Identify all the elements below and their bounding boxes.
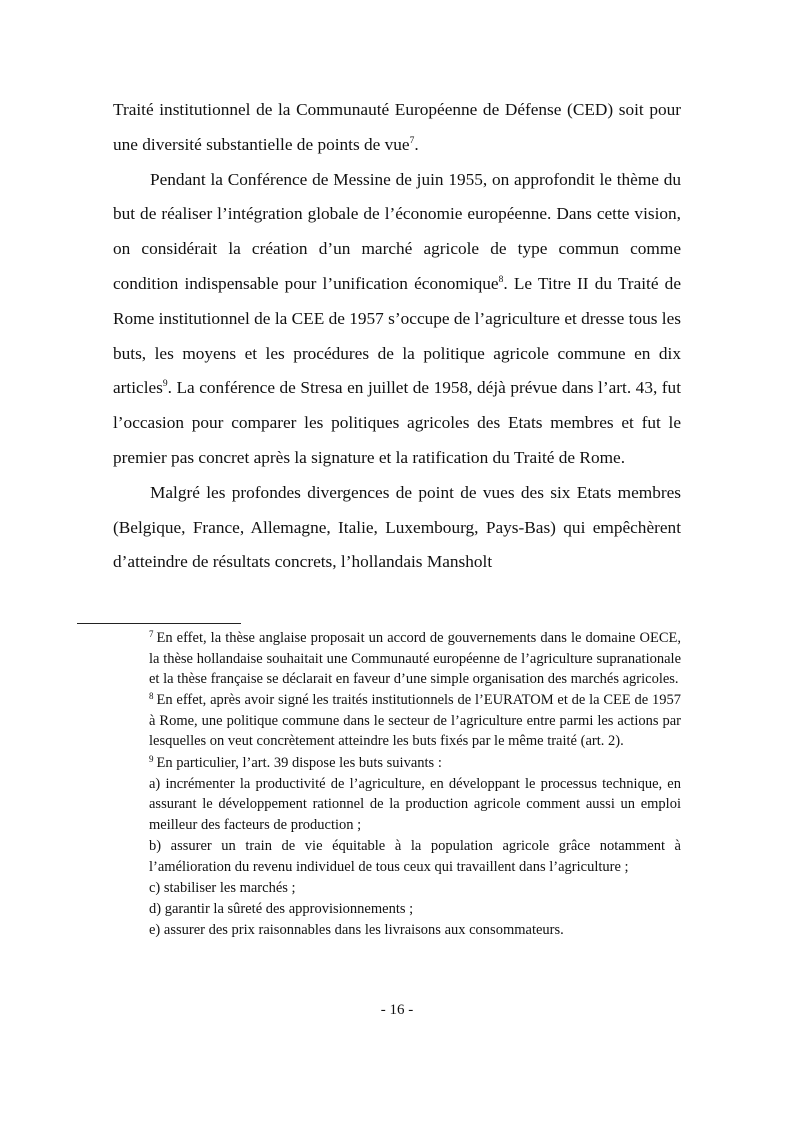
- paragraph-3: Malgré les profondes divergences de point de vues des six Etats membres (Belgique, France, Allemagne, Italie, Luxembourg, Pays-Bas) qui empêchèrent d’atteindre de résultats concrets, l’hollandais Mansholt: [113, 482, 681, 572]
- footnote-ref-9[interactable]: 9: [162, 379, 168, 390]
- footnote-7: $^7$ En effet, la thèse anglaise proposait un accord de gouvernements dans le domaine OECE, la thèse hollandaise souhaitait une Communauté européenne de l’agriculture supranationale et la thèse française se déclarait en faveur d’une simple organisation des marchés agricoles.: [149, 629, 681, 688]
- footnote-ref-8[interactable]: 8: [498, 274, 504, 285]
- footnote-mark: 8: [149, 691, 154, 702]
- footnotes: [149, 628, 681, 941]
- footnote-separator: [77, 623, 241, 624]
- paragraph-2: Pendant la Conférence de Messine de juin 1955, on approfondit le thème du but de réaliser l’intégration globale de l’économie européenne. Dans cette vision, on considérait la création d’un marché agricole de type commun comme condition indispensable pour l’unification économique$^8$. Le Titre II du Traité de Rome institutionnel de la CEE de 1957 s’occupe de l’agriculture et dresse tous les buts, les moyens et les procédures de la politique agricole commune en dix articles$^9$. La conférence de Stresa en juillet de 1958, déjà prévue dans l’art. 43, fut l’occasion pour comparer les politiques agricoles des Etats membres et fut le premier pas concret après la signature et la ratification du Traité de Rome.: [113, 169, 681, 467]
- footnote-9-item-b: b) assurer un train de vie équitable à la population agricole grâce notamment à l’amélioration du revenu individuel de tous ceux qui travaillent dans l’agriculture ;: [149, 837, 681, 875]
- footnote-8: $^8$ En effet, après avoir signé les traités institutionnels de l’EURATOM et de la CEE de 1957 à Rome, une politique commune dans le secteur de l’agriculture entre parmi les actions par lesquelles on veut concrètement atteindre les buts fixés par le même traité (art. 2).: [149, 691, 681, 750]
- footnote-9: $^9$ En particulier, l’art. 39 dispose les buts suivants :: [149, 753, 442, 771]
- footnote-9-item-a: a) incrémenter la productivité de l’agriculture, en développant le processus technique, en assurant le développement rationnel de la production agricole comment aussi un emploi meilleur des facteurs de production ;: [149, 775, 681, 833]
- footnote-9-item-d: d) garantir la sûreté des approvisionnements ;: [149, 900, 414, 917]
- paragraph-1: Traité institutionnel de la Communauté Européenne de Défense (CED) soit pour une diversité substantielle de points de vue$^7$.: [113, 100, 681, 154]
- page-number: - 16 -: [380, 1002, 414, 1018]
- footnote-9-item-c: c) stabiliser les marchés ;: [149, 879, 296, 896]
- body-text: [113, 93, 681, 580]
- footnote-mark: 7: [149, 629, 154, 639]
- footnote-9-item-e: e) assurer des prix raisonnables dans les livraisons aux consommateurs.: [149, 921, 564, 938]
- footnote-ref-7[interactable]: 7: [409, 135, 415, 146]
- footnote-mark: 9: [149, 753, 154, 764]
